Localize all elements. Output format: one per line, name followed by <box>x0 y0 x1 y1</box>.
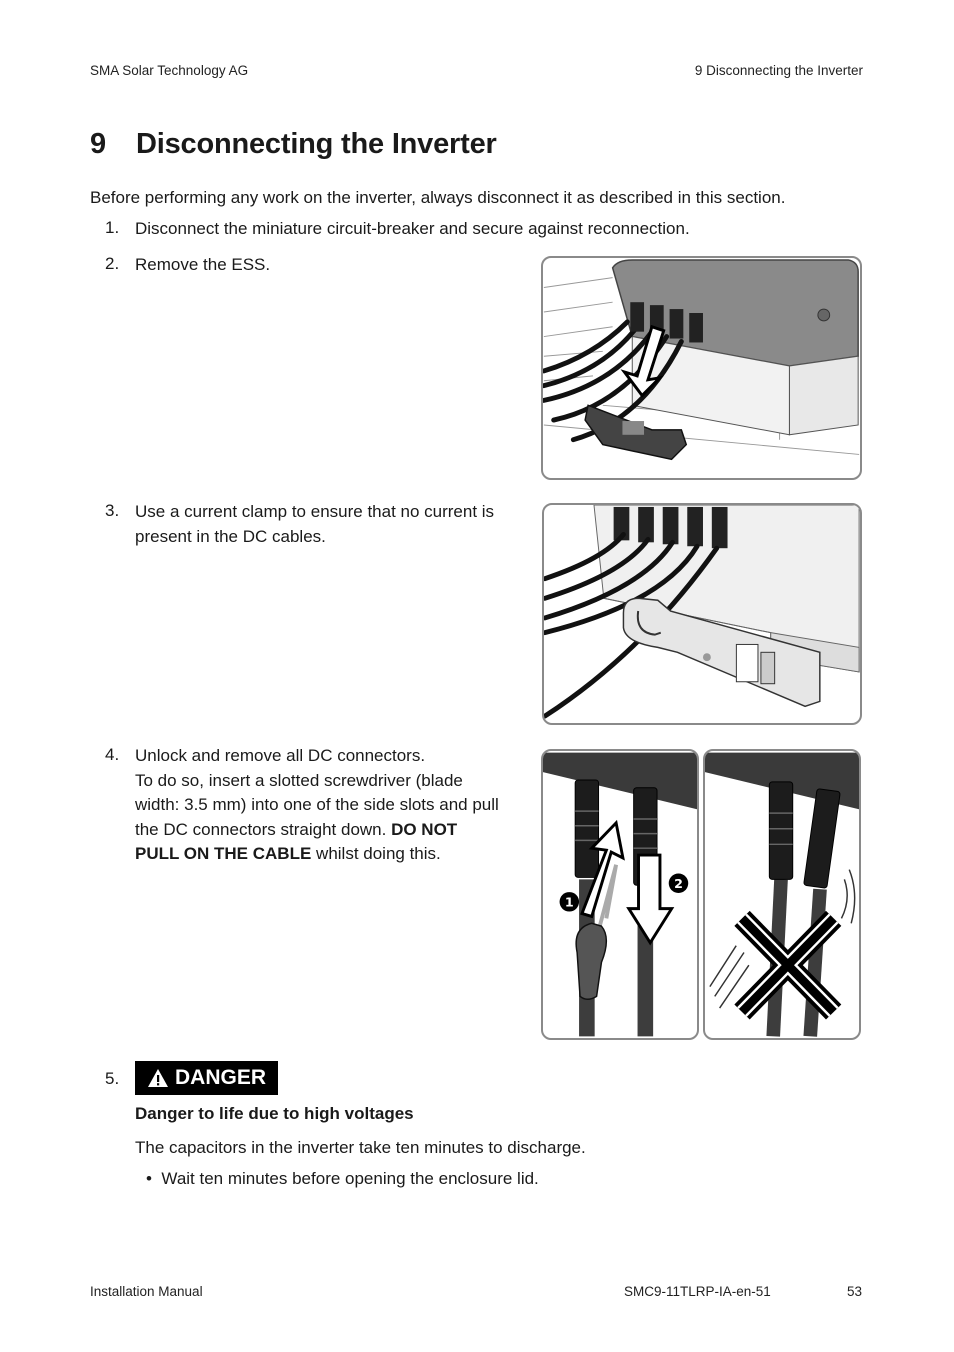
step-4-number: 4. <box>105 745 120 764</box>
figure-remove-ess <box>541 256 862 480</box>
danger-label: DANGER <box>174 1066 266 1089</box>
danger-title: Danger to life due to high voltages <box>135 1104 414 1123</box>
step-1-text: Disconnect the miniature circuit-breaker and secure against reconnection. <box>135 219 690 238</box>
unlock-connectors-illustration <box>543 751 697 1038</box>
step-4-line-1: Unlock and remove all DC connectors. <box>135 746 426 765</box>
remove-ess-illustration <box>543 258 860 478</box>
warning-triangle-icon <box>147 1068 169 1088</box>
step-2-text: Remove the ESS. <box>135 255 271 274</box>
step-3-number: 3. <box>105 501 120 520</box>
step-3-line-1: Use a current clamp to ensure that no current is <box>135 502 495 521</box>
step-5-number: 5. <box>105 1069 120 1088</box>
header-company: SMA Solar Technology AG <box>90 63 249 78</box>
step-4-warning-do-not: DO NOT <box>391 819 458 839</box>
footer-manual: Installation Manual <box>90 1284 203 1299</box>
footer-doc-code: SMC9-11TLRP-IA-en-51 <box>624 1284 771 1299</box>
figure-unlock-connectors <box>541 749 699 1040</box>
step-4-line-5-text: whilst doing this. <box>311 844 441 863</box>
page-title <box>90 128 497 161</box>
step-4-warning-cable: PULL ON THE CABLE <box>135 844 312 863</box>
chapter-number: 9 <box>90 128 106 160</box>
current-clamp-illustration <box>544 505 860 723</box>
step-1-number: 1. <box>105 218 120 237</box>
danger-badge <box>135 1061 278 1095</box>
intro-paragraph: Before performing any work on the inverter, always disconnect it as described in this section. <box>90 188 786 207</box>
danger-bullet <box>146 1167 539 1192</box>
figure-do-not-pull-cable <box>703 749 861 1040</box>
step-4-text <box>135 744 499 867</box>
danger-text: The capacitors in the inverter take ten minutes to discharge. <box>135 1138 586 1157</box>
step-2-number: 2. <box>105 254 120 273</box>
step-4-line-5 <box>135 842 499 867</box>
step-4-line-4 <box>135 818 499 843</box>
marker-2: 2 <box>674 876 683 892</box>
danger-bullet-text: Wait ten minutes before opening the enclosure lid. <box>161 1169 539 1188</box>
header-section: 9 Disconnecting the Inverter <box>694 63 863 78</box>
step-3-line-2: present in the DC cables. <box>135 526 326 546</box>
figure-current-clamp <box>542 503 862 725</box>
bullet-dot: • <box>146 1169 162 1188</box>
do-not-pull-illustration <box>705 751 859 1038</box>
step-4-line-4-text: the DC connectors straight down. <box>135 819 392 839</box>
footer-page-number: 53 <box>846 1284 862 1299</box>
step-3-text <box>135 500 494 549</box>
step-4-line-2: To do so, insert a slotted screwdriver (blade <box>135 770 463 790</box>
chapter-title: Disconnecting the Inverter <box>136 128 497 160</box>
marker-1: 1 <box>564 894 574 910</box>
step-4-line-3: width: 3.5 mm) into one of the side slots and pull <box>135 795 499 814</box>
